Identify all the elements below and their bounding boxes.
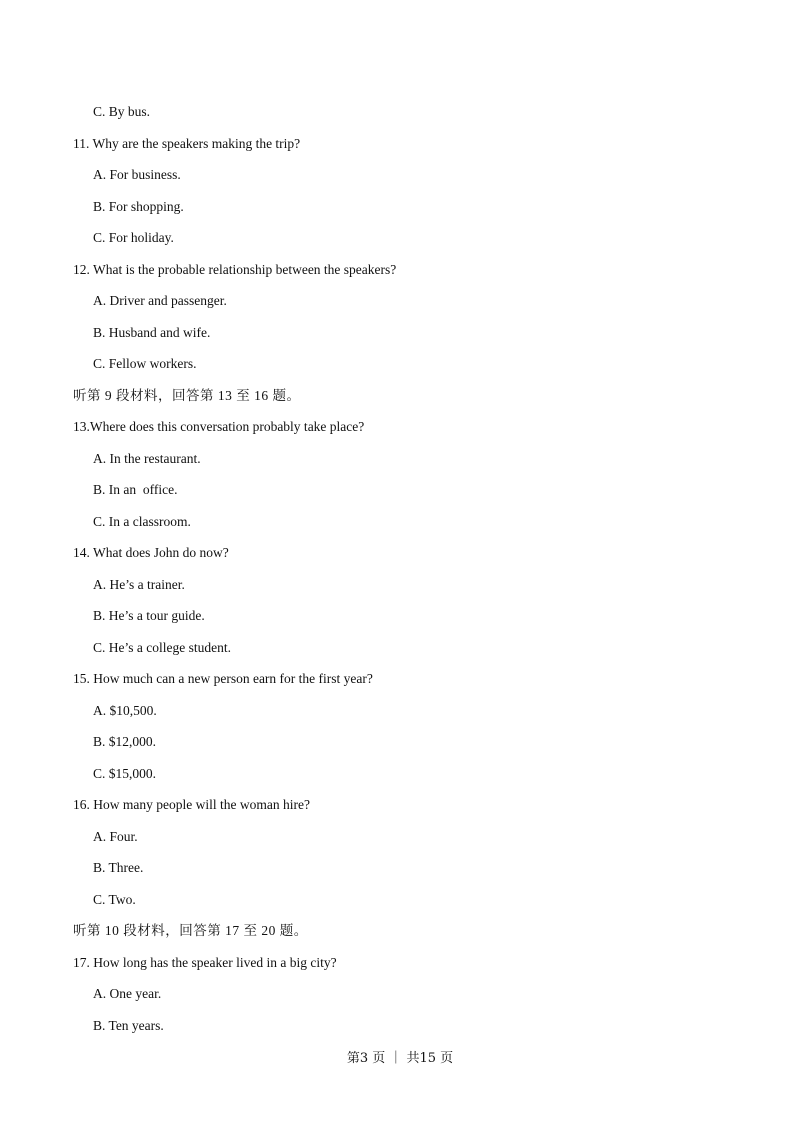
answer-option: C. $15,000.: [93, 765, 157, 781]
question-text: 15. How much can a new person earn for the first year?: [73, 671, 373, 686]
question-text: 12. What is the probable relationship between the speakers?: [73, 261, 397, 277]
question-text: 17. How long has the speaker lived in a big city?: [73, 954, 337, 970]
answer-option: A. Driver and passenger.: [93, 293, 227, 308]
answer-option: A. For business.: [93, 167, 181, 182]
question-text: 14. What does John do now?: [73, 545, 229, 560]
answer-option: B. In an office.: [93, 482, 178, 497]
answer-option: C. Two.: [93, 891, 136, 907]
question-text: 13.Where does this conversation probably take place?: [73, 419, 365, 434]
answer-option: A. One year.: [93, 986, 162, 1001]
answer-option: B. $12,000.: [93, 734, 157, 749]
answer-option: C. He’s a college student.: [93, 639, 231, 655]
question-text: 16. How many people will the woman hire?: [73, 797, 310, 812]
answer-option: A. He’s a trainer.: [93, 576, 185, 592]
answer-option: B. For shopping.: [93, 198, 184, 214]
answer-option: C. Fellow workers.: [93, 356, 197, 371]
answer-option: B. Ten years.: [93, 1017, 164, 1033]
answer-option: A. $10,500.: [93, 702, 157, 718]
answer-option: A. Four.: [93, 828, 138, 844]
answer-option: C. By bus.: [93, 104, 151, 119]
page-footer: 第3 页 ｜ 共15 页: [346, 1051, 454, 1066]
answer-option: B. Husband and wife.: [93, 324, 211, 340]
section-instruction: 听第 9 段材料，回答第 13 至 16 题。: [73, 387, 301, 403]
answer-option: B. He’s a tour guide.: [93, 608, 205, 623]
answer-option: B. Three.: [93, 860, 144, 875]
section-instruction: 听第 10 段材料，回答第 17 至 20 题。: [73, 923, 308, 938]
question-text: 11. Why are the speakers making the trip?: [73, 135, 301, 151]
answer-option: A. In the restaurant.: [93, 450, 201, 466]
answer-option: C. In a classroom.: [93, 513, 191, 529]
answer-option: C. For holiday.: [93, 230, 174, 245]
